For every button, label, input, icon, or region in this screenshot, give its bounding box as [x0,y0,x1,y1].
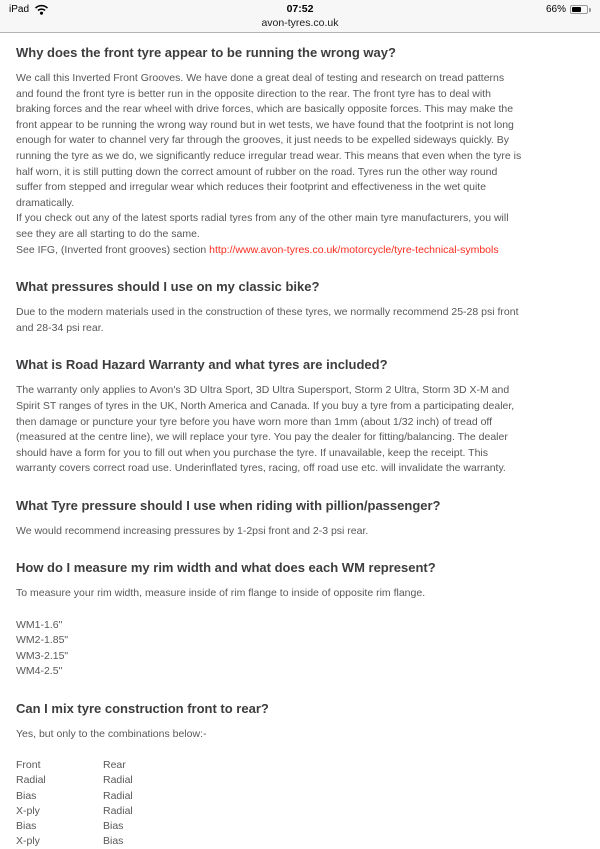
faq-question: Can I mix tyre construction front to rear? [16,701,269,717]
rear-cell: Bias [103,820,124,833]
faq-question: What pressures should I use on my classic bike? [16,279,320,295]
faq-section-road-hazard-warranty [16,357,584,477]
rear-cell: Radial [103,804,133,817]
faq-answer: The warranty only applies to Avon's 3D Ultra Sport, 3D Ultra Supersport, Storm 2 Ultra, Storm 3D X-M and Spirit ST ranges of tyres in the UK, North America and Canada. If you buy a tyre from a participating dealer, then damage or puncture your tyre before you have worn more than 1mm (about 1/32 inch) of tread off (measured at the centre line), we will replace your tyre. You pay the dealer for fitting/balancing. The dealer should have a form for you to fill out when you purchase the tyre. If unavailable, keep the receipt. This warranty covers correct road use. Underinflated tyres, racing, off road use etc. will invalidate the warranty. [16,384,515,475]
wm-size-item: WM4-2.5" [16,665,63,678]
table-row [16,834,133,849]
faq-answer: Due to the modern materials used in the construction of these tyres, we normally recommend 25-28 psi front and 28-34 psi rear. [16,306,519,334]
faq-answer: We would recommend increasing pressures by 1-2psi front and 2-3 psi rear. [16,524,369,537]
rear-cell: Bias [103,835,124,848]
table-row [16,804,133,819]
url-bar[interactable]: avon-tyres.co.uk [261,17,339,29]
answer-text: See IFG, (Inverted front grooves) section [16,243,210,256]
wm-size-item: WM2-1.85" [16,634,69,647]
device-label: iPad [9,4,30,15]
wm-size-item: WM3-2.15" [16,649,69,662]
front-cell: Radial [16,774,46,787]
col-header-front: Front [16,759,41,772]
faq-page [0,33,600,849]
battery-percent: 66% [545,4,566,15]
answer-text: If you check out any of the latest sports radial tyres from any of the other main tyre manufacturers, you will see they are all starting to do the same. [16,212,509,240]
table-row [16,773,133,788]
table-row [16,819,133,834]
tyre-technical-symbols-link[interactable]: http://www.avon-tyres.co.uk/motorcycle/tyre-technical-symbols [209,243,499,256]
faq-answer: Yes, but only to the combinations below:- [16,728,207,741]
faq-section-pillion-pressure [16,498,584,540]
faq-section-mix-construction [16,701,584,849]
faq-question: How do I measure my rim width and what does each WM represent? [16,560,436,576]
answer-text: We call this Inverted Front Grooves. We have done a great deal of testing and research on tread patterns and found the front tyre is better run in the opposite direction to the rear. The front tyre has to deal with braking forces and the rear wheel with drive forces, which are basically opposite forces. This may make the front appear to be running the wrong way round but in wet tests, we have found that the footprint is not long enough for water to channel very far through the grooves, it just needs to be expelled sideways quickly. By running the tyre as we do, we significantly reduce irregular tread wear. This means that even when the tyre is half worn, it is still putting down the correct amount of rubber on the road. Tyres run the other way round suffer from stepped and irregular wear which reduces their footprint and effectiveness in the wet quite dramatically. [16,72,522,209]
table-row [16,789,133,804]
faq-question: Why does the front tyre appear to be running the wrong way? [16,45,396,60]
battery-icon [570,5,591,14]
faq-question: What Tyre pressure should I use when riding with pillion/passenger? [16,497,441,513]
status-right [546,4,591,15]
front-cell: Bias [16,789,37,802]
faq-section-wrong-way [16,45,584,258]
col-header-rear: Rear [103,759,126,772]
faq-answer [16,71,523,258]
wm-size-list [16,618,584,680]
clock: 07:52 [286,3,314,15]
front-cell: Bias [16,820,37,833]
rear-cell: Radial [103,789,133,802]
faq-section-rim-width [16,560,584,680]
faq-question: What is Road Hazard Warranty and what tyres are included? [16,357,388,373]
table-header-row [16,758,133,773]
status-bar [0,0,600,33]
faq-answer: To measure your rim width, measure inside of rim flange to inside of opposite rim flange. [16,587,426,600]
tyre-combination-table [16,758,133,849]
front-cell: X-ply [16,804,40,817]
front-cell: X-ply [16,835,40,848]
rear-cell: Radial [103,774,133,787]
faq-section-classic-bike-pressures [16,279,584,336]
wm-size-item: WM1-1.6" [16,618,63,631]
